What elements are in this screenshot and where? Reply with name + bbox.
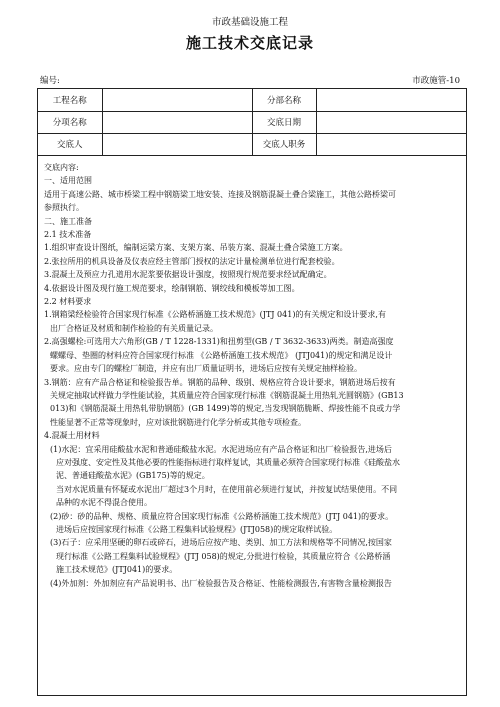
content-line: 要求。应由专门的螺栓厂制造，并应有出厂质量证明书，进场后应按有关规定抽样检验。 <box>50 364 362 374</box>
page-title: 施工技术交底记录 <box>185 34 314 52</box>
project-name-label: 工程名称 <box>38 89 102 111</box>
table-row <box>38 111 466 133</box>
handover-date-field[interactable] <box>316 111 466 133</box>
table-row <box>38 89 466 111</box>
content-line: (2)砂：砂的品种、规格、质量应符合国家现行标准《公路桥涵施工技术规范》(JTJ 041)的要求。 <box>50 511 394 521</box>
doc-code: 市政施管-10 <box>412 76 460 86</box>
project-name-field[interactable] <box>102 89 252 111</box>
content-line: 4.依据设计图及现行施工规范要求，绘制钢筋、钢绞线和模板等加工图。 <box>44 283 300 293</box>
content-line: (1)水泥：宜采用硅酸盐水泥和普通硅酸盐水泥。水泥进场应有产品合格证和出厂检验报告,进场后 <box>50 444 392 454</box>
content-line: (3)石子：应采用坚硬的卵石或碎石，进场后应按产地、类别、加工方法和规格等不同情况,按国家 <box>50 538 392 548</box>
content-line: 施工技术规范》(JTJ041)的要求。 <box>56 565 178 575</box>
subsection-heading: 2.2 材料要求 <box>44 297 92 307</box>
content-line: 2.高强螺栓:可选用大六角形(GB / T 1228-1331)和扭剪型(GB / T 3632-3633)两类。制造高强度 <box>44 337 394 347</box>
content-line: (4)外加剂：外加剂应有产品说明书、出厂检验报告及合格证、性能检测报告,有害物含量检测报告 <box>50 578 392 588</box>
content-line: 1.组织审查设计图纸，编制运梁方案、支架方案、吊装方案、混凝土叠合梁施工方案。 <box>44 243 348 253</box>
part-name-field[interactable] <box>316 89 466 111</box>
content-line: 参照执行。 <box>44 203 84 213</box>
handover-person-field[interactable] <box>102 133 252 155</box>
org-header: 市政基础设施工程 <box>211 17 288 28</box>
content-line: 适用于高速公路、城市桥梁工程中钢筋梁工地安装、连接及钢筋混凝土叠合梁施工，其他公路桥梁可 <box>44 189 396 199</box>
content-line: 品种的水泥不得混合使用。 <box>56 498 152 508</box>
content-line: 3.钢筋：应有产品合格证和检验报告单。钢筋的品种、级别、规格应符合设计要求，钢筋进场后按有 <box>44 377 396 387</box>
subitem-name-label: 分项名称 <box>38 111 102 133</box>
content-line: 螺螺母、垫圈的材料应符合国家现行标准 《公路桥涵施工技术规范》 (JTJ041)的规定和满足设计 <box>50 350 393 360</box>
content-line: 关规定抽取试样做力学性能试验，其质量应符合国家现行标准《钢筋混凝土用热轧光圆钢筋》(GB13 <box>50 390 404 400</box>
handover-person-label: 交底人 <box>38 133 102 155</box>
handover-date-label: 交底日期 <box>252 111 316 133</box>
content-line: 1.钢箱梁经检验符合国家现行标准《公路桥涵施工技术规范》(JTJ 041)的有关规定和设计要求,有 <box>44 310 386 320</box>
content-line: 3.混凝土及预应力孔道用水泥浆要依据设计强度，按照现行规范要求经试配确定。 <box>44 270 332 280</box>
content-line: 2.张拉所用的机具设备及仪表应经主管部门授权的法定计量检测单位进行配套校验。 <box>44 256 340 266</box>
content-line: 013)和《钢筋混凝土用热轧带肋钢筋》(GB 1499)等的规定,当发现钢筋脆断、焊接性能不良或力学 <box>50 404 401 414</box>
handover-position-field[interactable] <box>316 133 466 155</box>
part-name-label: 分部名称 <box>252 89 316 111</box>
subsection-heading: 2.1 技术准备 <box>44 230 92 240</box>
content-line: 当对水泥质量有怀疑或水泥出厂超过3个月时，在使用前必须进行复试，并按复试结果使用。不同 <box>56 484 398 494</box>
content-line: 现行标准《公路工程集料试验规程》(JTJ 058)的规定,分批进行检验，其质量应符合《公路桥涵 <box>56 551 391 561</box>
content-line: 进场后应按国家现行标准《公路工程集料试验规程》(JTJ058)的规定取样试验。 <box>56 524 338 534</box>
content-line: 应对强度、安定性及其他必要的性能指标进行取样复试，其质量必须符合国家现行标准《硅酸盐水 <box>56 457 400 467</box>
content-line: 泥、普通硅酸盐水泥》(GB175)等的规定。 <box>56 471 210 481</box>
code-label: 编号: <box>40 76 60 86</box>
section-heading: 二、施工准备 <box>44 216 92 226</box>
subitem-name-field[interactable] <box>102 111 252 133</box>
table-row <box>38 133 466 155</box>
content-line: 性能显著不正常等现象时，应对该批钢筋进行化学分析或其他专项检查。 <box>50 417 306 427</box>
section-heading: 一、适用范围 <box>44 176 92 186</box>
record-form <box>37 88 467 696</box>
content-line: 交底内容: <box>44 163 79 172</box>
content-line: 4.混凝土用材料 <box>44 431 100 441</box>
info-table <box>38 89 466 156</box>
handover-content <box>44 161 458 590</box>
handover-position-label: 交底人职务 <box>252 133 316 155</box>
content-line: 出厂合格证及材质和制作检验的有关质量记录。 <box>50 323 218 333</box>
